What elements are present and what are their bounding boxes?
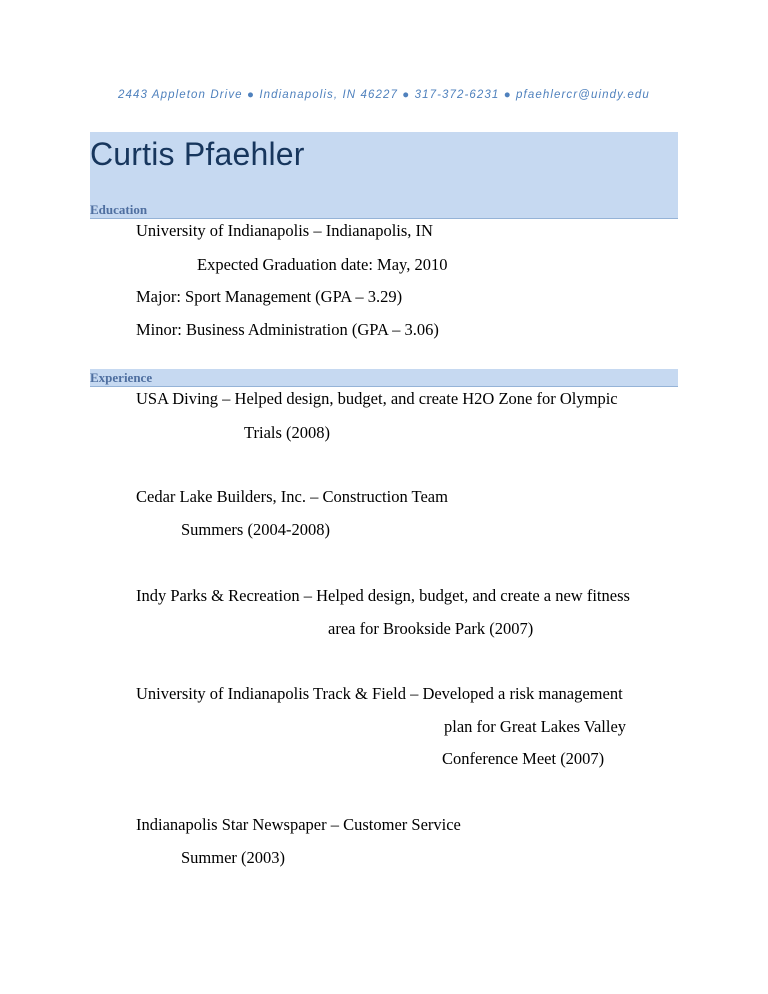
experience-heading-band bbox=[90, 369, 678, 387]
education-heading: Education bbox=[90, 202, 148, 217]
experience-item-uindy-track-cont2: Conference Meet (2007) bbox=[442, 749, 605, 768]
experience-item-uindy-track: University of Indianapolis Track & Field – Developed a risk management bbox=[136, 684, 623, 703]
candidate-name: Curtis Pfaehler bbox=[90, 136, 305, 172]
education-school: University of Indianapolis – Indianapolis, IN bbox=[136, 221, 433, 240]
experience-item-usa-diving: USA Diving – Helped design, budget, and create H2O Zone for Olympic bbox=[136, 389, 618, 408]
education-graduation: Expected Graduation date: May, 2010 bbox=[197, 255, 448, 274]
contact-line: 2443 Appleton Drive ● Indianapolis, IN 46227 ● 317-372-6231 ● pfaehlercr@uindy.edu bbox=[118, 89, 650, 101]
experience-item-cedar-lake: Cedar Lake Builders, Inc. – Construction Team bbox=[136, 487, 448, 506]
experience-item-indy-star: Indianapolis Star Newspaper – Customer Service bbox=[136, 815, 461, 834]
education-minor: Minor: Business Administration (GPA – 3.06) bbox=[136, 320, 439, 339]
experience-item-indy-parks: Indy Parks & Recreation – Helped design, budget, and create a new fitness bbox=[136, 586, 630, 605]
education-major: Major: Sport Management (GPA – 3.29) bbox=[136, 287, 403, 306]
experience-heading: Experience bbox=[90, 370, 153, 385]
experience-item-cedar-lake-cont: Summers (2004-2008) bbox=[181, 520, 330, 539]
experience-item-indy-star-cont: Summer (2003) bbox=[181, 848, 286, 867]
experience-item-uindy-track-cont1: plan for Great Lakes Valley bbox=[444, 717, 627, 736]
experience-item-indy-parks-cont: area for Brookside Park (2007) bbox=[328, 619, 534, 638]
experience-item-usa-diving-cont: Trials (2008) bbox=[244, 423, 331, 442]
